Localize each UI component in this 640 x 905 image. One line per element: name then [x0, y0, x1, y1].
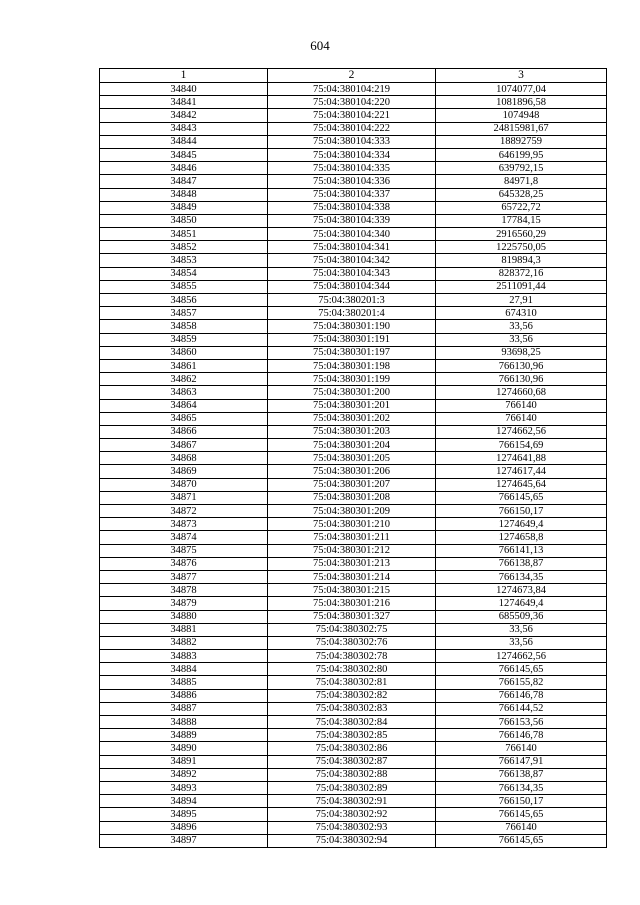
value-cell: 1081896,58 [436, 96, 607, 109]
cadastral-number-cell: 75:04:380302:86 [268, 742, 436, 755]
cadastral-number-cell: 75:04:380301:199 [268, 373, 436, 386]
table-row [100, 702, 607, 715]
row-number-cell: 34852 [100, 241, 268, 254]
table-row [100, 663, 607, 676]
row-number-cell: 34873 [100, 518, 268, 531]
value-cell: 766140 [436, 399, 607, 412]
cadastral-number-cell: 75:04:380301:200 [268, 386, 436, 399]
value-cell: 766134,35 [436, 781, 607, 794]
value-cell: 766150,17 [436, 795, 607, 808]
value-cell: 766138,87 [436, 768, 607, 781]
cadastral-number-cell: 75:04:380302:93 [268, 821, 436, 834]
row-number-cell: 34892 [100, 768, 268, 781]
cadastral-number-cell: 75:04:380104:336 [268, 175, 436, 188]
row-number-cell: 34872 [100, 505, 268, 518]
row-number-cell: 34844 [100, 135, 268, 148]
table-row [100, 781, 607, 794]
cadastral-number-cell: 75:04:380302:82 [268, 689, 436, 702]
value-cell: 766146,78 [436, 689, 607, 702]
value-cell: 766153,56 [436, 716, 607, 729]
value-cell: 766144,52 [436, 702, 607, 715]
table-row [100, 755, 607, 768]
cadastral-number-cell: 75:04:380301:215 [268, 584, 436, 597]
row-number-cell: 34874 [100, 531, 268, 544]
row-number-cell: 34897 [100, 834, 268, 847]
value-cell: 766150,17 [436, 505, 607, 518]
cadastral-number-cell: 75:04:380301:191 [268, 333, 436, 346]
value-cell: 1274649,4 [436, 518, 607, 531]
table-row [100, 267, 607, 280]
table-row [100, 399, 607, 412]
table-row [100, 808, 607, 821]
value-cell: 766134,35 [436, 570, 607, 583]
value-cell: 24815981,67 [436, 122, 607, 135]
row-number-cell: 34861 [100, 359, 268, 372]
table-row [100, 610, 607, 623]
table-row [100, 346, 607, 359]
row-number-cell: 34894 [100, 795, 268, 808]
value-cell: 33,56 [436, 623, 607, 636]
cadastral-number-cell: 75:04:380301:208 [268, 491, 436, 504]
table-row [100, 294, 607, 307]
value-cell: 766145,65 [436, 808, 607, 821]
cadastral-number-cell: 75:04:380301:207 [268, 478, 436, 491]
row-number-cell: 34891 [100, 755, 268, 768]
cadastral-number-cell: 75:04:380104:344 [268, 280, 436, 293]
cadastral-number-cell: 75:04:380301:216 [268, 597, 436, 610]
value-cell: 766147,91 [436, 755, 607, 768]
table-row [100, 518, 607, 531]
table-body [100, 83, 607, 848]
value-cell: 1274649,4 [436, 597, 607, 610]
cadastral-number-cell: 75:04:380104:335 [268, 162, 436, 175]
value-cell: 685509,36 [436, 610, 607, 623]
table-row [100, 636, 607, 649]
table-row [100, 689, 607, 702]
table-row [100, 412, 607, 425]
cadastral-number-cell: 75:04:380104:221 [268, 109, 436, 122]
value-cell: 17784,15 [436, 214, 607, 227]
table-row [100, 570, 607, 583]
value-cell: 819894,3 [436, 254, 607, 267]
value-cell: 1274617,44 [436, 465, 607, 478]
value-cell: 766155,82 [436, 676, 607, 689]
row-number-cell: 34871 [100, 491, 268, 504]
row-number-cell: 34855 [100, 280, 268, 293]
value-cell: 1074077,04 [436, 83, 607, 96]
table-row [100, 676, 607, 689]
cadastral-number-cell: 75:04:380104:334 [268, 148, 436, 161]
row-number-cell: 34858 [100, 320, 268, 333]
value-cell: 1274641,88 [436, 452, 607, 465]
table-row [100, 148, 607, 161]
table-row [100, 359, 607, 372]
row-number-cell: 34889 [100, 729, 268, 742]
row-number-cell: 34877 [100, 570, 268, 583]
cadastral-number-cell: 75:04:380201:3 [268, 294, 436, 307]
value-cell: 639792,15 [436, 162, 607, 175]
row-number-cell: 34887 [100, 702, 268, 715]
row-number-cell: 34847 [100, 175, 268, 188]
value-cell: 828372,16 [436, 267, 607, 280]
value-cell: 766145,65 [436, 663, 607, 676]
cadastral-number-cell: 75:04:380104:341 [268, 241, 436, 254]
row-number-cell: 34895 [100, 808, 268, 821]
cadastral-number-cell: 75:04:380302:83 [268, 702, 436, 715]
page-number: 604 [310, 38, 330, 53]
cadastral-number-cell: 75:04:380302:84 [268, 716, 436, 729]
row-number-cell: 34881 [100, 623, 268, 636]
table-row [100, 254, 607, 267]
table-row [100, 241, 607, 254]
cadastral-number-cell: 75:04:380301:197 [268, 346, 436, 359]
cadastral-number-cell: 75:04:380301:204 [268, 439, 436, 452]
row-number-cell: 34878 [100, 584, 268, 597]
table-row [100, 491, 607, 504]
row-number-cell: 34886 [100, 689, 268, 702]
table-row [100, 109, 607, 122]
row-number-cell: 34882 [100, 636, 268, 649]
row-number-cell: 34865 [100, 412, 268, 425]
row-number-cell: 34885 [100, 676, 268, 689]
cadastral-number-cell: 75:04:380301:201 [268, 399, 436, 412]
cadastral-number-cell: 75:04:380301:190 [268, 320, 436, 333]
table-row [100, 373, 607, 386]
cadastral-number-cell: 75:04:380302:94 [268, 834, 436, 847]
table-row [100, 465, 607, 478]
row-number-cell: 34883 [100, 650, 268, 663]
table-row [100, 135, 607, 148]
row-number-cell: 34888 [100, 716, 268, 729]
table-row [100, 768, 607, 781]
row-number-cell: 34869 [100, 465, 268, 478]
table-row [100, 821, 607, 834]
value-cell: 2916560,29 [436, 228, 607, 241]
value-cell: 645328,25 [436, 188, 607, 201]
row-number-cell: 34880 [100, 610, 268, 623]
table-row [100, 214, 607, 227]
value-cell: 2511091,44 [436, 280, 607, 293]
cadastral-number-cell: 75:04:380301:210 [268, 518, 436, 531]
cadastral-number-cell: 75:04:380301:211 [268, 531, 436, 544]
cadastral-number-cell: 75:04:380104:340 [268, 228, 436, 241]
row-number-cell: 34845 [100, 148, 268, 161]
value-cell: 766145,65 [436, 491, 607, 504]
value-cell: 65722,72 [436, 201, 607, 214]
cadastral-number-cell: 75:04:380104:337 [268, 188, 436, 201]
table-row [100, 122, 607, 135]
data-table [99, 68, 607, 848]
value-cell: 1074948 [436, 109, 607, 122]
row-number-cell: 34853 [100, 254, 268, 267]
column-header-3: 3 [436, 69, 607, 83]
table-row [100, 425, 607, 438]
row-number-cell: 34843 [100, 122, 268, 135]
value-cell: 1225750,05 [436, 241, 607, 254]
cadastral-number-cell: 75:04:380201:4 [268, 307, 436, 320]
cadastral-number-cell: 75:04:380104:342 [268, 254, 436, 267]
row-number-cell: 34857 [100, 307, 268, 320]
table-row [100, 544, 607, 557]
value-cell: 646199,95 [436, 148, 607, 161]
value-cell: 1274673,84 [436, 584, 607, 597]
value-cell: 93698,25 [436, 346, 607, 359]
cadastral-number-cell: 75:04:380302:92 [268, 808, 436, 821]
row-number-cell: 34862 [100, 373, 268, 386]
table-row [100, 834, 607, 847]
cadastral-number-cell: 75:04:380104:343 [268, 267, 436, 280]
cadastral-number-cell: 75:04:380302:87 [268, 755, 436, 768]
table-row [100, 584, 607, 597]
row-number-cell: 34842 [100, 109, 268, 122]
value-cell: 27,91 [436, 294, 607, 307]
value-cell: 1274658,8 [436, 531, 607, 544]
row-number-cell: 34848 [100, 188, 268, 201]
row-number-cell: 34860 [100, 346, 268, 359]
cadastral-number-cell: 75:04:380301:327 [268, 610, 436, 623]
value-cell: 766130,96 [436, 359, 607, 372]
table-row [100, 439, 607, 452]
table-row [100, 307, 607, 320]
cadastral-number-cell: 75:04:380302:76 [268, 636, 436, 649]
table-row [100, 597, 607, 610]
value-cell: 766138,87 [436, 557, 607, 570]
cadastral-number-cell: 75:04:380104:222 [268, 122, 436, 135]
value-cell: 766141,13 [436, 544, 607, 557]
cadastral-number-cell: 75:04:380301:205 [268, 452, 436, 465]
table-row [100, 162, 607, 175]
cadastral-number-cell: 75:04:380301:203 [268, 425, 436, 438]
cadastral-number-cell: 75:04:380302:75 [268, 623, 436, 636]
value-cell: 33,56 [436, 333, 607, 346]
cadastral-number-cell: 75:04:380302:91 [268, 795, 436, 808]
table-row [100, 557, 607, 570]
cadastral-number-cell: 75:04:380302:85 [268, 729, 436, 742]
row-number-cell: 34856 [100, 294, 268, 307]
value-cell: 1274645,64 [436, 478, 607, 491]
table-row [100, 188, 607, 201]
header-row [100, 69, 607, 83]
row-number-cell: 34870 [100, 478, 268, 491]
row-number-cell: 34846 [100, 162, 268, 175]
value-cell: 766145,65 [436, 834, 607, 847]
row-number-cell: 34876 [100, 557, 268, 570]
table-row [100, 742, 607, 755]
table-row [100, 452, 607, 465]
row-number-cell: 34864 [100, 399, 268, 412]
row-number-cell: 34851 [100, 228, 268, 241]
table-row [100, 386, 607, 399]
row-number-cell: 34879 [100, 597, 268, 610]
value-cell: 18892759 [436, 135, 607, 148]
row-number-cell: 34884 [100, 663, 268, 676]
cadastral-number-cell: 75:04:380302:80 [268, 663, 436, 676]
table-row [100, 175, 607, 188]
value-cell: 766140 [436, 412, 607, 425]
row-number-cell: 34866 [100, 425, 268, 438]
value-cell: 766140 [436, 821, 607, 834]
table-row [100, 280, 607, 293]
cadastral-number-cell: 75:04:380104:220 [268, 96, 436, 109]
row-number-cell: 34890 [100, 742, 268, 755]
table-row [100, 228, 607, 241]
value-cell: 33,56 [436, 320, 607, 333]
row-number-cell: 34854 [100, 267, 268, 280]
value-cell: 1274662,56 [436, 425, 607, 438]
row-number-cell: 34893 [100, 781, 268, 794]
row-number-cell: 34849 [100, 201, 268, 214]
row-number-cell: 34850 [100, 214, 268, 227]
row-number-cell: 34868 [100, 452, 268, 465]
row-number-cell: 34840 [100, 83, 268, 96]
row-number-cell: 34875 [100, 544, 268, 557]
table-row [100, 505, 607, 518]
row-number-cell: 34863 [100, 386, 268, 399]
row-number-cell: 34867 [100, 439, 268, 452]
cadastral-number-cell: 75:04:380104:219 [268, 83, 436, 96]
cadastral-number-cell: 75:04:380301:213 [268, 557, 436, 570]
cadastral-number-cell: 75:04:380104:339 [268, 214, 436, 227]
column-header-2: 2 [268, 69, 436, 83]
table-row [100, 729, 607, 742]
column-header-1: 1 [100, 69, 268, 83]
cadastral-number-cell: 75:04:380301:198 [268, 359, 436, 372]
value-cell: 1274662,56 [436, 650, 607, 663]
table-row [100, 623, 607, 636]
table-row [100, 795, 607, 808]
value-cell: 766146,78 [436, 729, 607, 742]
row-number-cell: 34896 [100, 821, 268, 834]
table-row [100, 531, 607, 544]
table-row [100, 320, 607, 333]
value-cell: 1274660,68 [436, 386, 607, 399]
table-row [100, 96, 607, 109]
table-row [100, 333, 607, 346]
table-row [100, 716, 607, 729]
cadastral-number-cell: 75:04:380302:88 [268, 768, 436, 781]
table-row [100, 650, 607, 663]
value-cell: 766130,96 [436, 373, 607, 386]
value-cell: 674310 [436, 307, 607, 320]
value-cell: 84971,8 [436, 175, 607, 188]
cadastral-number-cell: 75:04:380302:78 [268, 650, 436, 663]
cadastral-number-cell: 75:04:380104:338 [268, 201, 436, 214]
cadastral-number-cell: 75:04:380301:206 [268, 465, 436, 478]
table-row [100, 83, 607, 96]
cadastral-number-cell: 75:04:380301:212 [268, 544, 436, 557]
row-number-cell: 34841 [100, 96, 268, 109]
cadastral-number-cell: 75:04:380302:81 [268, 676, 436, 689]
value-cell: 33,56 [436, 636, 607, 649]
cadastral-number-cell: 75:04:380301:209 [268, 505, 436, 518]
row-number-cell: 34859 [100, 333, 268, 346]
value-cell: 766140 [436, 742, 607, 755]
cadastral-number-cell: 75:04:380104:333 [268, 135, 436, 148]
value-cell: 766154,69 [436, 439, 607, 452]
cadastral-number-cell: 75:04:380302:89 [268, 781, 436, 794]
table-row [100, 478, 607, 491]
table-row [100, 201, 607, 214]
cadastral-number-cell: 75:04:380301:202 [268, 412, 436, 425]
cadastral-number-cell: 75:04:380301:214 [268, 570, 436, 583]
